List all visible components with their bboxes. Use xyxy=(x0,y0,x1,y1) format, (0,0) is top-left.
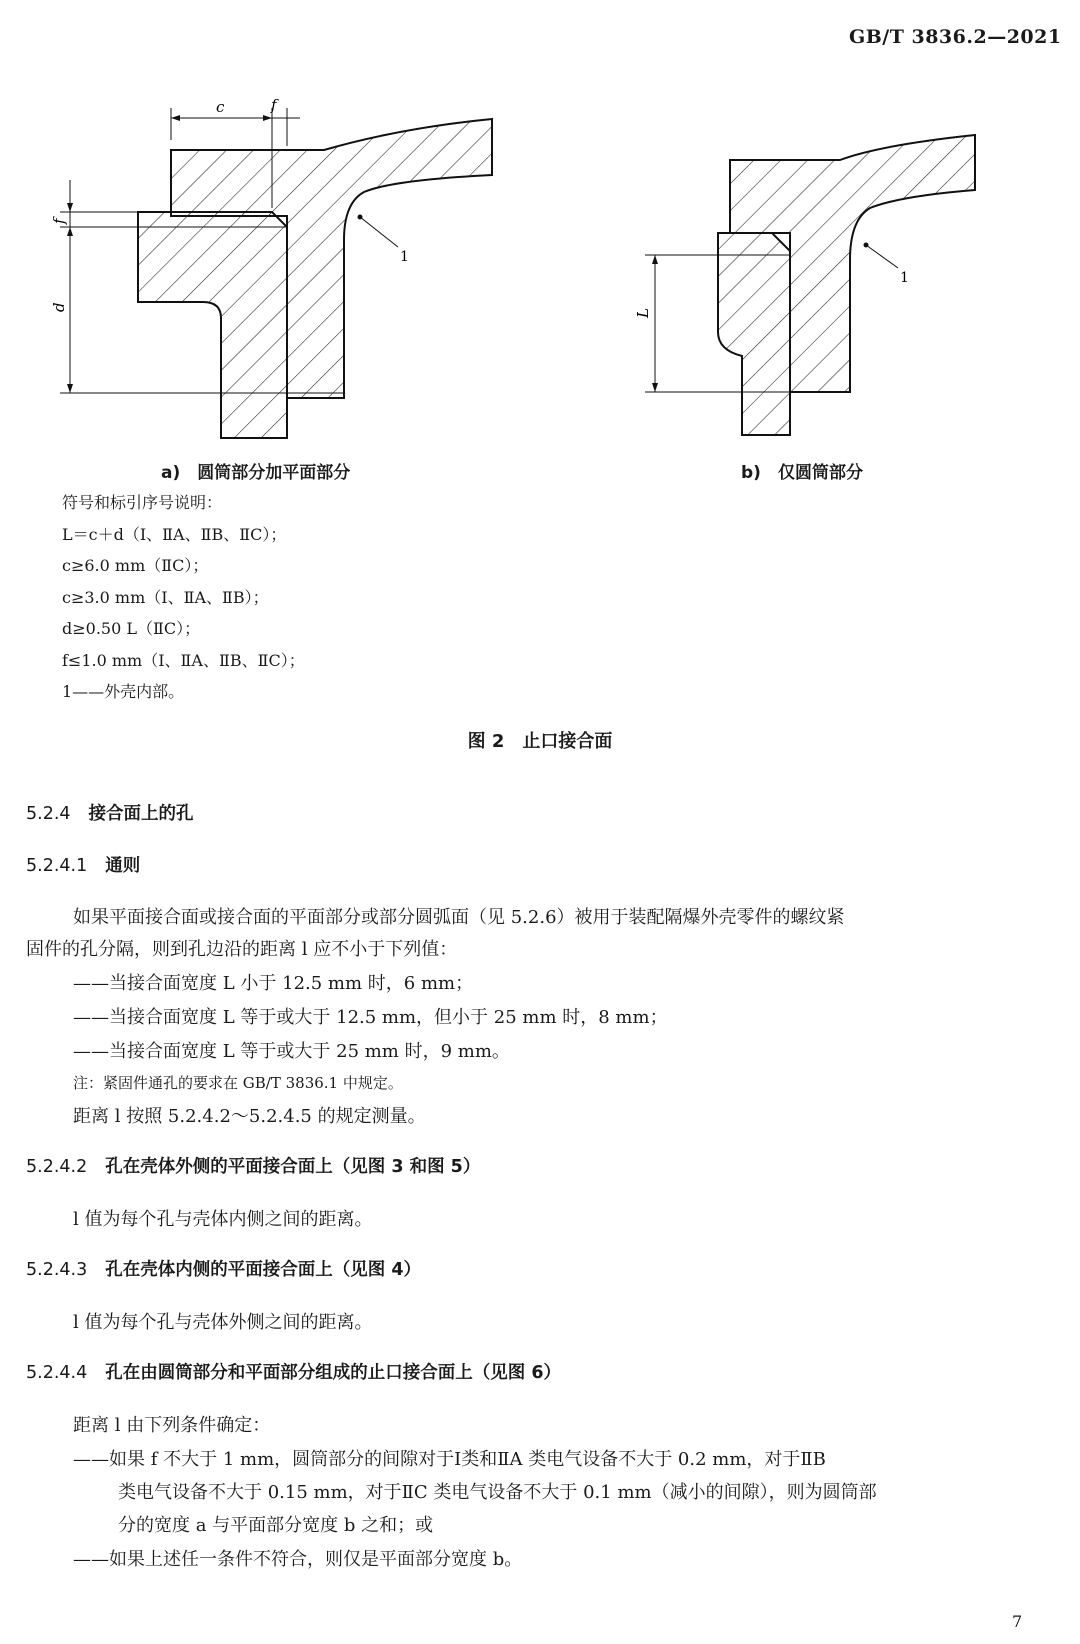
section-number: 5.2.4.1 xyxy=(26,856,88,876)
paragraph: l 值为每个孔与壳体外侧之间的距离。 xyxy=(73,1312,373,1333)
leader-label-a: 1 xyxy=(400,249,409,265)
section-number: 5.2.4.4 xyxy=(26,1363,88,1383)
paragraph-line: 如果平面接合面或接合面的平面部分或部分圆弧面（见 5.2.6）被用于装配隔爆外壳零件的螺纹紧 xyxy=(73,907,845,928)
page-number: 7 xyxy=(1012,1612,1023,1631)
spigot-part-b xyxy=(718,233,790,435)
paragraph: l 值为每个孔与壳体内侧之间的距离。 xyxy=(73,1209,373,1230)
list-item: ——当接合面宽度 L 等于或大于 12.5 mm，但小于 25 mm 时，8 mm； xyxy=(73,1007,668,1028)
figure-a-drawing xyxy=(50,96,492,438)
legend-title: 符号和标引序号说明： xyxy=(62,493,223,512)
list-item: ——如果上述任一条件不符合，则仅是平面部分宽度 b。 xyxy=(73,1549,523,1570)
paragraph: 距离 l 按照 5.2.4.2～5.2.4.5 的规定测量。 xyxy=(73,1106,426,1127)
legend-item: f≤1.0 mm（Ⅰ、ⅡA、ⅡB、ⅡC）； xyxy=(62,650,305,670)
section-title: 孔在壳体内侧的平面接合面上（见图 4） xyxy=(105,1260,422,1280)
list-item-continuation: 分的宽度 a 与平面部分宽度 b 之和；或 xyxy=(118,1515,434,1536)
figure-b-drawing xyxy=(634,135,975,435)
legend-item: c≥3.0 mm（Ⅰ、ⅡA、ⅡB）； xyxy=(62,587,269,607)
section-title: 孔在由圆筒部分和平面部分组成的止口接合面上（见图 6） xyxy=(105,1363,562,1383)
figure-a-caption: a) 圆筒部分加平面部分 xyxy=(161,463,351,483)
list-item: ——如果 f 不大于 1 mm，圆筒部分的间隙对于Ⅰ类和ⅡA 类电气设备不大于 0.2 mm，对于ⅡB xyxy=(73,1449,826,1470)
paragraph-line: 固件的孔分隔，则到孔边沿的距离 l 应不小于下列值： xyxy=(26,939,458,960)
paragraph: 距离 l 由下列条件确定： xyxy=(73,1415,271,1436)
standard-code: GB/T 3836.2—2021 xyxy=(849,26,1062,48)
section-heading-5-2-4-3 xyxy=(26,1256,421,1281)
figure-2-drawings xyxy=(0,0,1080,460)
figure-b-caption: b) 仅圆筒部分 xyxy=(741,463,863,483)
legend-item: L＝c＋d（Ⅰ、ⅡA、ⅡB、ⅡC）； xyxy=(62,524,287,544)
section-title: 通则 xyxy=(105,856,141,876)
figure-title: 图 2 止口接合面 xyxy=(467,731,613,752)
dim-label-c: c xyxy=(216,98,225,116)
legend-item: c≥6.0 mm（ⅡC）； xyxy=(62,556,209,575)
section-number: 5.2.4 xyxy=(26,804,71,824)
list-item: ——当接合面宽度 L 等于或大于 25 mm 时，9 mm。 xyxy=(73,1041,510,1062)
section-heading-5-2-4-2 xyxy=(26,1153,480,1178)
section-heading-5-2-4-4 xyxy=(26,1359,561,1384)
section-title: 接合面上的孔 xyxy=(88,804,194,824)
figure-legend xyxy=(62,487,305,708)
section-number: 5.2.4.3 xyxy=(26,1260,88,1280)
legend-item: d≥0.50 L（ⅡC）； xyxy=(62,619,201,638)
leader-label-b: 1 xyxy=(900,270,909,286)
section-title: 孔在壳体外侧的平面接合面上（见图 3 和图 5） xyxy=(105,1157,481,1177)
list-item: ——当接合面宽度 L 小于 12.5 mm 时，6 mm； xyxy=(73,973,474,994)
legend-item: 1——外壳内部。 xyxy=(62,682,185,701)
list-item-continuation: 类电气设备不大于 0.15 mm，对于ⅡC 类电气设备不大于 0.1 mm（减小的间隙），则为圆筒部 xyxy=(118,1482,877,1503)
dim-label-L: L xyxy=(634,308,652,318)
dim-label-f-top: f xyxy=(271,96,277,114)
section-heading-5-2-4-1 xyxy=(26,852,140,877)
section-heading-5-2-4 xyxy=(26,800,194,825)
dim-label-d: d xyxy=(50,302,68,312)
spigot-part-a xyxy=(138,212,287,438)
note: 注：紧固件通孔的要求在 GB/T 3836.1 中规定。 xyxy=(73,1074,403,1092)
dim-label-f-left: f xyxy=(50,218,68,224)
section-number: 5.2.4.2 xyxy=(26,1157,88,1177)
